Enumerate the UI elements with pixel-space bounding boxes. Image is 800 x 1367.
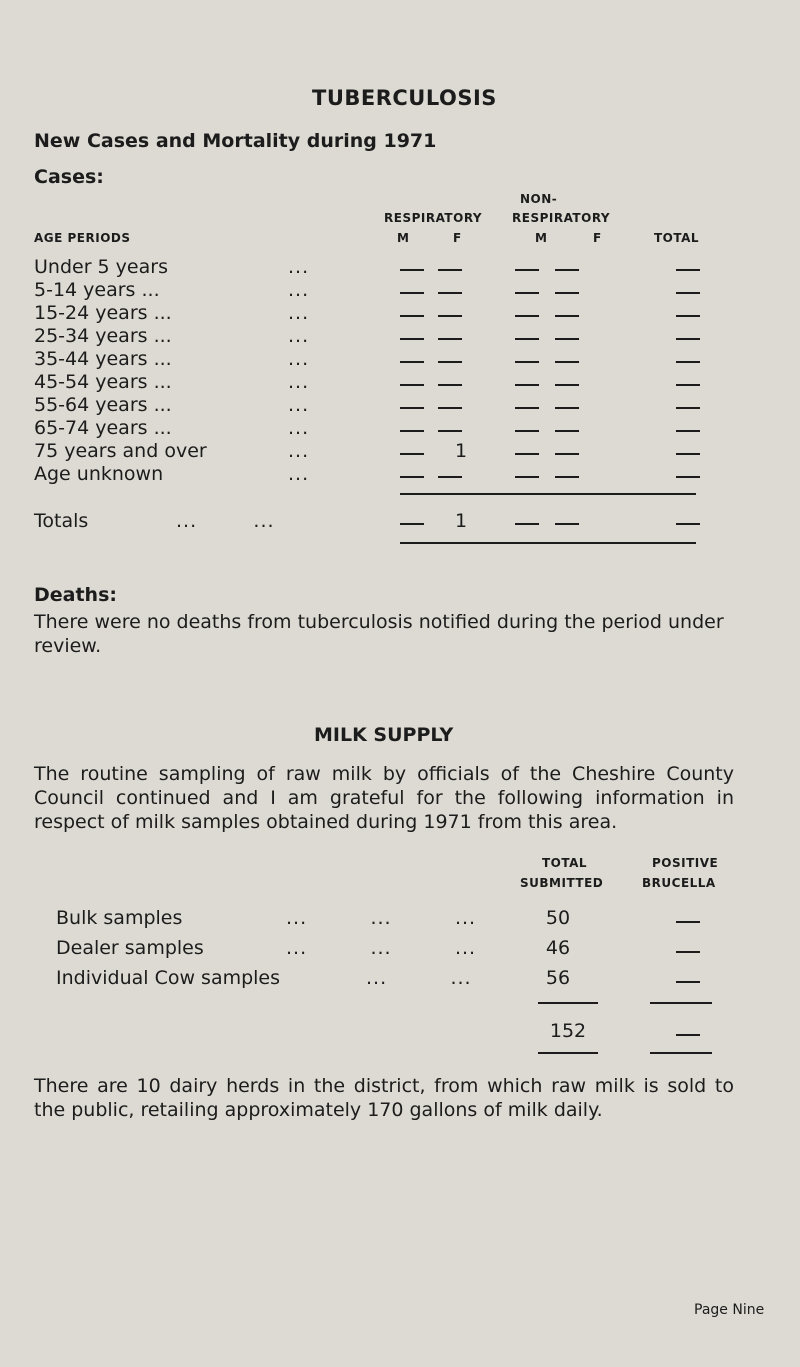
col-total: TOTAL xyxy=(654,231,700,245)
table-row-label: Individual Cow samples xyxy=(56,967,281,989)
dash-mark xyxy=(676,453,700,455)
dash-mark xyxy=(555,384,579,386)
dash-mark xyxy=(676,430,700,432)
table-row-label: 15-24 years ... xyxy=(34,302,172,324)
table-row-label: Age unknown xyxy=(34,463,164,485)
milk-sum-bottom-rule xyxy=(538,1052,598,1054)
dash-mark xyxy=(515,361,539,363)
col-resp-m: M xyxy=(397,231,410,245)
leader-dots: ... ... ... xyxy=(286,937,477,959)
dash-mark xyxy=(438,361,462,363)
leader-dots: ... xyxy=(288,325,310,347)
dash-mark xyxy=(555,361,579,363)
dash-mark xyxy=(400,476,424,478)
dash-mark xyxy=(515,523,539,525)
milk-sum-total: 152 xyxy=(549,1020,587,1042)
totals-leader-dots: ... ... xyxy=(176,510,275,532)
leader-dots: ... xyxy=(288,440,310,462)
table-row-label: 35-44 years ... xyxy=(34,348,172,370)
dash-mark xyxy=(438,338,462,340)
page-number: Page Nine xyxy=(694,1302,765,1318)
cell-value: 50 xyxy=(545,907,571,929)
dash-mark xyxy=(515,269,539,271)
dash-mark xyxy=(438,269,462,271)
totals-top-rule xyxy=(400,493,696,495)
cell-value: 1 xyxy=(455,440,468,462)
leader-dots: ... xyxy=(288,463,310,485)
leader-dots: ... xyxy=(288,348,310,370)
table-row-label: 75 years and over xyxy=(34,440,207,462)
leader-dots: ... ... xyxy=(366,967,472,989)
dash-mark xyxy=(676,476,700,478)
dash-mark xyxy=(438,430,462,432)
dash-mark xyxy=(555,269,579,271)
subheading: New Cases and Mortality during 1971 xyxy=(34,130,437,152)
dash-mark xyxy=(515,453,539,455)
dash-mark xyxy=(515,430,539,432)
table-row-label: 65-74 years ... xyxy=(34,417,172,439)
col-positive-line2: BRUCELLA xyxy=(642,876,716,890)
dash-mark xyxy=(400,523,424,525)
dash-mark xyxy=(515,476,539,478)
dash-mark xyxy=(400,430,424,432)
dash-mark xyxy=(676,981,700,983)
dash-mark xyxy=(676,384,700,386)
herds-text: There are 10 dairy herds in the district, from which raw milk is sold to the public, retailing approximately 170 gallons of milk daily. xyxy=(34,1075,734,1121)
dash-mark xyxy=(555,430,579,432)
leader-dots: ... ... ... xyxy=(286,907,477,929)
dash-mark xyxy=(438,384,462,386)
milk-paragraph: The routine sampling of raw milk by officials of the Cheshire County Council continued and I am grateful for the following information in respect of milk samples obtained during 1971 from this area. xyxy=(34,763,734,833)
col-nonresp-line2: RESPIRATORY xyxy=(512,211,611,225)
dash-mark xyxy=(555,476,579,478)
leader-dots: ... xyxy=(288,279,310,301)
table-row-label: Bulk samples xyxy=(56,907,183,929)
cell-value: 56 xyxy=(545,967,571,989)
dash-mark xyxy=(515,384,539,386)
dash-mark xyxy=(515,407,539,409)
table-row-label: 45-54 years ... xyxy=(34,371,172,393)
col-nonresp-f: F xyxy=(593,231,602,245)
col-total-line2: SUBMITTED xyxy=(520,876,604,890)
dash-mark xyxy=(676,407,700,409)
col-total-line1: TOTAL xyxy=(542,856,588,870)
col-respiratory: RESPIRATORY xyxy=(384,211,483,225)
dash-mark xyxy=(515,338,539,340)
cases-label: Cases: xyxy=(34,166,104,188)
dash-mark xyxy=(400,338,424,340)
page-title: TUBERCULOSIS xyxy=(312,86,497,110)
dash-mark xyxy=(400,361,424,363)
totals-label: Totals xyxy=(34,510,89,532)
deaths-label: Deaths: xyxy=(34,584,117,606)
totals-bottom-rule xyxy=(400,542,696,544)
dash-mark xyxy=(555,338,579,340)
dash-mark xyxy=(400,269,424,271)
leader-dots: ... xyxy=(288,371,310,393)
dash-mark xyxy=(400,453,424,455)
dash-mark xyxy=(400,292,424,294)
dash-mark xyxy=(676,921,700,923)
dash-mark xyxy=(676,523,700,525)
dash-mark xyxy=(555,407,579,409)
leader-dots: ... xyxy=(288,256,310,278)
dash-mark xyxy=(555,523,579,525)
leader-dots: ... xyxy=(288,394,310,416)
dash-mark xyxy=(676,292,700,294)
dash-mark xyxy=(400,384,424,386)
dash-mark xyxy=(555,292,579,294)
col-nonresp-m: M xyxy=(535,231,548,245)
dash-mark xyxy=(676,1034,700,1036)
dash-mark xyxy=(438,292,462,294)
leader-dots: ... xyxy=(288,302,310,324)
totals-resp-f: 1 xyxy=(455,510,468,532)
table-row-label: 55-64 years ... xyxy=(34,394,172,416)
dash-mark xyxy=(555,315,579,317)
col-nonresp-line1: NON- xyxy=(520,192,558,206)
dash-mark xyxy=(676,951,700,953)
dash-mark xyxy=(676,338,700,340)
dash-mark xyxy=(555,453,579,455)
col-resp-f: F xyxy=(453,231,462,245)
table-row-label: 5-14 years ... xyxy=(34,279,160,301)
milk-sum-top-rule-2 xyxy=(650,1002,712,1004)
dash-mark xyxy=(400,315,424,317)
milk-sum-bottom-rule-2 xyxy=(650,1052,712,1054)
cell-value: 46 xyxy=(545,937,571,959)
dash-mark xyxy=(400,407,424,409)
col-positive-line1: POSITIVE xyxy=(652,856,719,870)
table-row-label: Dealer samples xyxy=(56,937,204,959)
dash-mark xyxy=(676,361,700,363)
dash-mark xyxy=(676,315,700,317)
dash-mark xyxy=(438,476,462,478)
col-age-periods: AGE PERIODS xyxy=(34,231,131,245)
dash-mark xyxy=(438,315,462,317)
table-row-label: 25-34 years ... xyxy=(34,325,172,347)
deaths-text: There were no deaths from tuberculosis notified during the period under review. xyxy=(34,611,724,657)
table-row-label: Under 5 years xyxy=(34,256,168,278)
leader-dots: ... xyxy=(288,417,310,439)
dash-mark xyxy=(676,269,700,271)
milk-supply-heading: MILK SUPPLY xyxy=(314,724,454,746)
milk-sum-top-rule xyxy=(538,1002,598,1004)
dash-mark xyxy=(438,407,462,409)
dash-mark xyxy=(515,315,539,317)
dash-mark xyxy=(515,292,539,294)
